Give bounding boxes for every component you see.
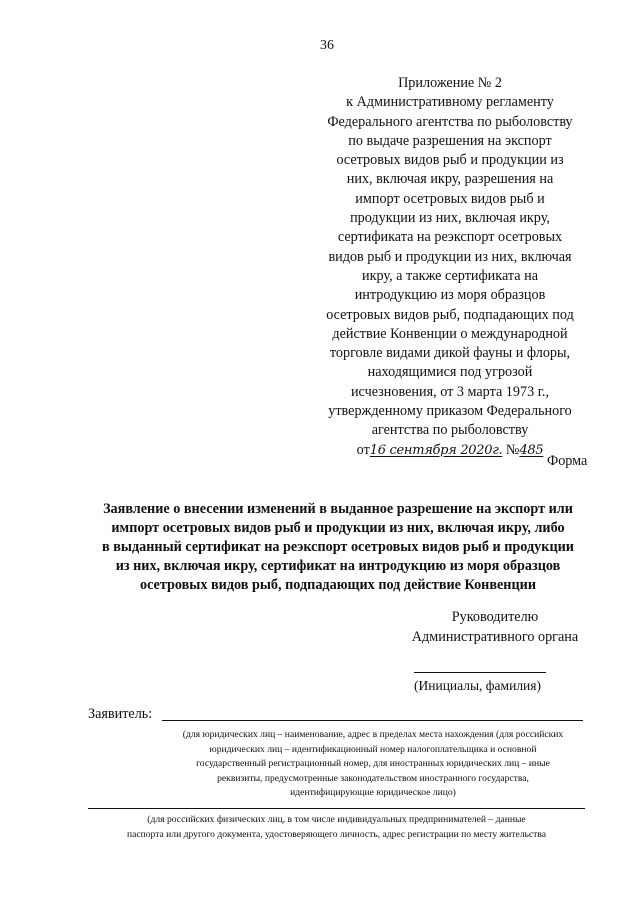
individual-underline [88,808,585,809]
appendix-line: агентства по рыболовству [371,422,529,439]
title-line: в выданный сертификат на реэкспорт осетровых видов рыб и продукции [102,539,574,555]
appendix-line: Федерального агентства по рыболовству [327,113,573,130]
appendix-line: продукции из них, включая икру, [350,210,550,227]
appendix-line: них, включая икру, разрешения на [346,171,554,188]
applicant-label: Заявитель: [88,706,153,722]
legal-entity-note [158,728,588,801]
individual-note [88,813,585,842]
appendix-line: интродукцию из моря образцов [354,287,546,304]
appendix-line: осетровых видов рыб, подпадающих под [326,306,574,323]
note-line: (для российских физических лиц, в том числе индивидуальных предпринимателей – данные [147,814,526,825]
initials-underline [414,672,546,673]
appendix-line: осетровых видов рыб и продукции из [336,152,564,169]
note-line: идентифицирующие юридическое лицо) [290,787,456,799]
appendix-line: Приложение № 2 [398,75,502,91]
appendix-line: к Административному регламенту [346,94,554,111]
handwritten-number: 485 [519,442,544,458]
appendix-header [300,74,600,460]
appendix-line: утвержденному приказом Федерального [328,403,572,420]
appendix-line: находящимися под угрозой [367,364,533,381]
addressee-line: Руководителю [451,609,539,625]
appendix-line: исчезновения, от 3 марта 1973 г., [350,383,550,400]
document-title [78,500,598,595]
number-prefix: № [505,441,520,458]
note-line: юридических лиц – идентификационный номер налогоплательщика и основной [209,743,537,755]
applicant-underline [162,720,583,721]
note-line: реквизиты, предусмотренные законодательством иностранного государства, [217,772,529,784]
appendix-line: икру, а также сертификата на [362,267,538,284]
appendix-line: торговле видами дикой фауны и флоры, [329,345,571,362]
form-label: Форма [547,453,588,469]
appendix-line: импорт осетровых видов рыб и [355,190,545,207]
title-line: Заявление о внесении изменений в выданное разрешение на экспорт или [103,501,573,517]
appendix-line: сертификата на реэкспорт осетровых [337,229,563,246]
note-line: государственный регистрационный номер, для иностранных юридических лиц – иные [196,758,550,770]
handwritten-date: 16 сентября 2020г. [369,442,503,458]
appendix-line: действие Конвенции о международной [332,325,568,342]
date-prefix: от [356,441,370,458]
addressee-line: Административного органа [411,629,579,645]
initials-caption: (Инициалы, фамилия) [414,678,541,693]
title-line: осетровых видов рыб, подпадающих под действие Конвенции [139,577,537,593]
page-number: 36 [320,38,334,53]
appendix-line: видов рыб и продукции из них, включая [328,248,572,265]
title-line: из них, включая икру, сертификат на интродукцию из моря образцов [115,558,561,574]
title-line: импорт осетровых видов рыб и продукции из них, включая икру, либо [111,520,565,536]
note-line: (для юридических лиц – наименование, адрес в пределах места нахождения (для российских [182,729,564,740]
note-line: паспорта или другого документа, удостоверяющего личность, адрес регистрации по месту жительства [126,828,547,840]
appendix-line: по выдаче разрешения на экспорт [348,132,552,149]
addressee-block [390,607,600,647]
